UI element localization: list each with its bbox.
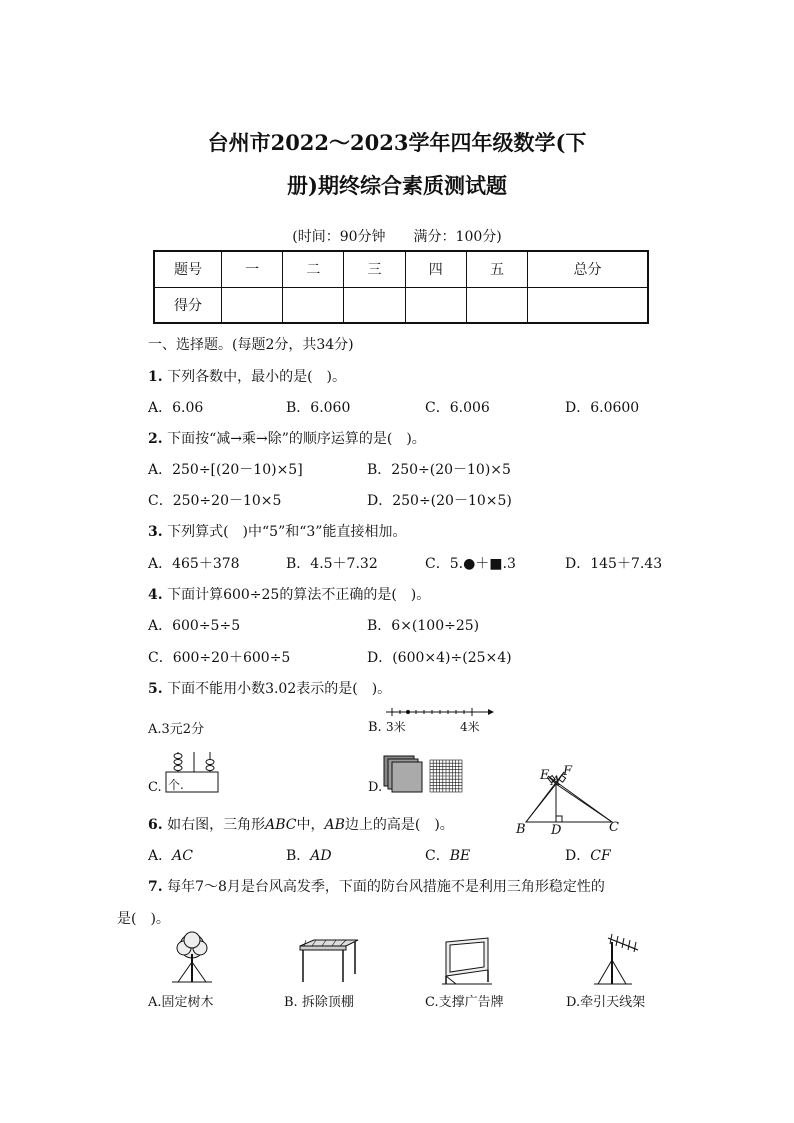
question-stem: 下列各数中，最小的是( )。 bbox=[167, 369, 347, 385]
abacus-label: 个. bbox=[168, 778, 184, 792]
q1-option-d[interactable]: D．6.0600 bbox=[565, 400, 640, 416]
q3-option-d[interactable]: D．145＋7.43 bbox=[565, 556, 663, 572]
vertex-label-d: D bbox=[551, 823, 562, 838]
score-cell[interactable] bbox=[466, 287, 527, 323]
q1-option-b[interactable]: B．6.060 bbox=[286, 400, 351, 416]
question-7-line2: 是( )。 bbox=[117, 911, 170, 927]
question-stem-pre: 如右图，三角形 bbox=[167, 817, 266, 833]
section-heading: 一、选择题。(每题2分，共34分) bbox=[148, 337, 354, 353]
question-number: 5. bbox=[148, 681, 163, 697]
q7-option-b[interactable]: B. 拆除顶棚 bbox=[284, 995, 354, 1010]
q3-option-b[interactable]: B．4.5＋7.32 bbox=[286, 556, 378, 572]
question-6 bbox=[148, 814, 454, 834]
point-marker bbox=[406, 710, 410, 714]
table-header-cell: 二 bbox=[283, 251, 344, 287]
q5-option-b[interactable]: B. bbox=[368, 720, 382, 735]
q4-option-d[interactable]: D．(600×4)÷(25×4) bbox=[367, 650, 512, 666]
q5-option-c[interactable]: C. bbox=[148, 780, 162, 795]
triangle-name: ABC bbox=[265, 817, 297, 833]
question-number: 7. bbox=[148, 879, 163, 895]
vertex-label-c: C bbox=[609, 820, 619, 835]
table-header-cell: 四 bbox=[405, 251, 466, 287]
question-7 bbox=[148, 876, 605, 896]
score-cell[interactable] bbox=[222, 287, 283, 323]
q1-option-a[interactable]: A．6.06 bbox=[148, 400, 204, 416]
q5-option-a[interactable]: A.3元2分 bbox=[148, 722, 205, 737]
q5-option-d[interactable]: D. bbox=[368, 780, 383, 795]
antenna-figure bbox=[590, 932, 642, 988]
score-table bbox=[153, 250, 649, 324]
question-stem: 每年7～8月是台风高发季，下面的防台风措施不是利用三角形稳定性的 bbox=[167, 879, 605, 895]
q1-option-c[interactable]: C．6.006 bbox=[425, 400, 490, 416]
side-name: AB bbox=[324, 817, 345, 833]
vertex-label-a: A bbox=[551, 774, 561, 789]
vertex-label-b: B bbox=[516, 822, 526, 837]
table-header-cell: 一 bbox=[222, 251, 283, 287]
q6-option-a[interactable]: A．AC bbox=[148, 848, 193, 864]
question-4 bbox=[148, 584, 430, 604]
q2-option-c[interactable]: C．250÷20－10×5 bbox=[148, 493, 282, 509]
q6-option-b[interactable]: B．AD bbox=[286, 848, 332, 864]
question-3 bbox=[148, 521, 406, 541]
q7-option-c[interactable]: C.支撑广告牌 bbox=[425, 995, 504, 1010]
table-row-label: 得分 bbox=[154, 287, 222, 323]
table-header-cell: 五 bbox=[466, 251, 527, 287]
squares-grid-figure bbox=[384, 756, 466, 794]
q4-option-a[interactable]: A．600÷5÷5 bbox=[148, 618, 241, 634]
question-1 bbox=[148, 366, 346, 386]
page-title-line1: 台州市2022～2023学年四年级数学(下 bbox=[207, 130, 587, 155]
q3-option-a[interactable]: A．465＋378 bbox=[148, 556, 240, 572]
ruler-left-label: 3米 bbox=[386, 720, 406, 734]
q4-option-c[interactable]: C．600÷20＋600÷5 bbox=[148, 650, 291, 666]
table-header-cell: 总分 bbox=[528, 251, 648, 287]
table-header-cell: 题号 bbox=[154, 251, 222, 287]
ruler-right-label: 4米 bbox=[460, 720, 480, 734]
page-title-line2: 册)期终综合素质测试题 bbox=[287, 173, 507, 198]
canopy-figure bbox=[296, 938, 360, 986]
q2-option-b[interactable]: B．250÷(20－10)×5 bbox=[367, 462, 511, 478]
question-number: 3. bbox=[148, 524, 163, 540]
question-stem: 下面计算600÷25的算法不正确的是( )。 bbox=[167, 587, 431, 603]
question-5 bbox=[148, 678, 391, 698]
score-cell[interactable] bbox=[283, 287, 344, 323]
q2-option-a[interactable]: A．250÷[(20－10)×5] bbox=[148, 462, 303, 478]
question-number: 1. bbox=[148, 369, 163, 385]
question-stem: 下面不能用小数3.02表示的是( )。 bbox=[167, 681, 392, 697]
exam-info: (时间：90分钟 满分：100分) bbox=[292, 229, 502, 245]
q7-option-d[interactable]: D.牵引天线架 bbox=[566, 995, 646, 1010]
question-number: 4. bbox=[148, 587, 163, 603]
q4-option-b[interactable]: B．6×(100÷25) bbox=[367, 618, 480, 634]
vertex-label-f: F bbox=[563, 764, 573, 779]
tree-support-figure bbox=[170, 932, 214, 986]
score-cell[interactable] bbox=[344, 287, 405, 323]
question-stem: 下列算式( )中“5”和“3”能直接相加。 bbox=[167, 524, 407, 540]
score-cell[interactable] bbox=[405, 287, 466, 323]
question-number: 2. bbox=[148, 431, 163, 447]
table-header-cell: 三 bbox=[344, 251, 405, 287]
question-stem-post: 边上的高是( )。 bbox=[344, 817, 454, 833]
q3-option-c[interactable]: C．5.●＋■.3 bbox=[425, 556, 516, 572]
score-cell[interactable] bbox=[528, 287, 648, 323]
q6-option-d[interactable]: D．CF bbox=[565, 848, 611, 864]
q7-option-a[interactable]: A.固定树木 bbox=[148, 995, 214, 1010]
question-stem: 下面按“减→乘→除”的顺序运算的是( )。 bbox=[167, 431, 426, 447]
question-2 bbox=[148, 428, 426, 448]
q6-option-c[interactable]: C．BE bbox=[425, 848, 471, 864]
vertex-label-e: E bbox=[540, 768, 550, 783]
billboard-figure bbox=[440, 936, 494, 986]
question-stem-mid: 中， bbox=[296, 817, 325, 833]
q2-option-d[interactable]: D．250÷(20－10×5) bbox=[367, 493, 512, 509]
question-number: 6. bbox=[148, 817, 163, 833]
